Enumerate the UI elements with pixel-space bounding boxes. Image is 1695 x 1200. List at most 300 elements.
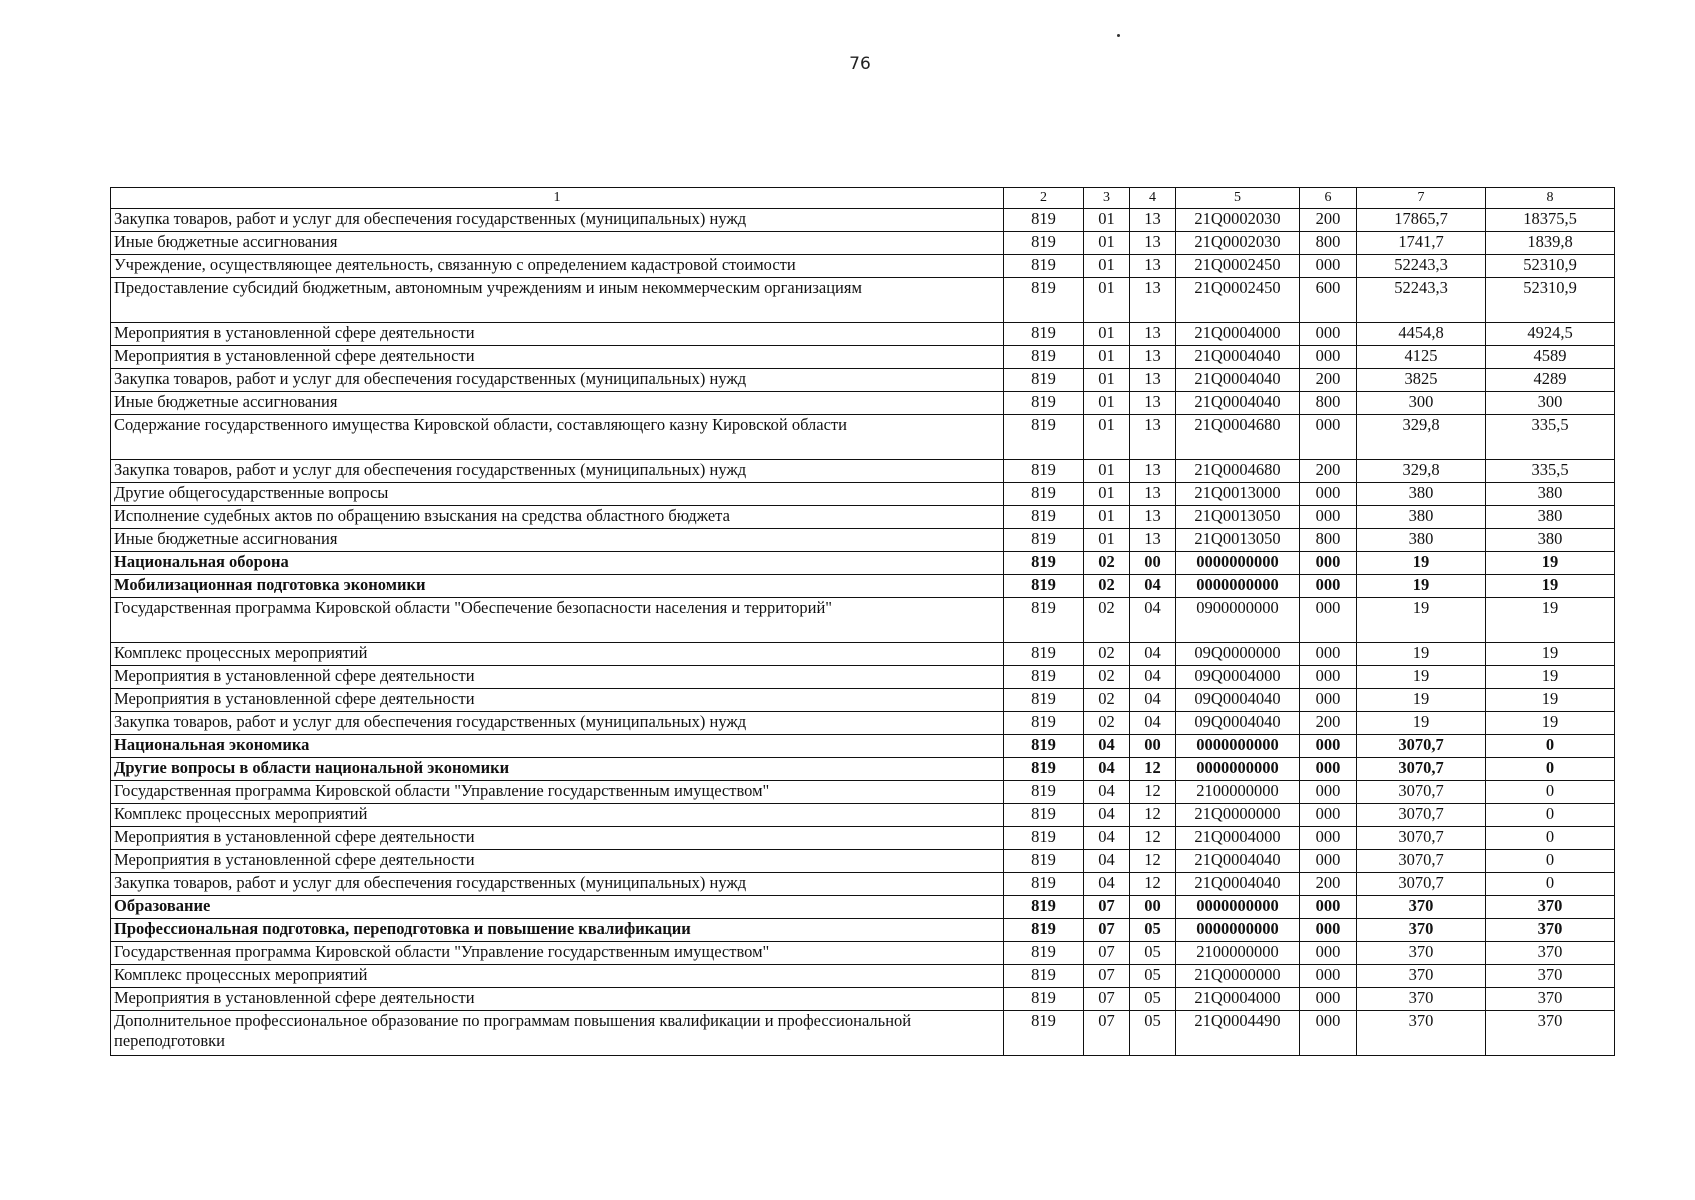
table-row [111,735,1615,758]
col-header-5: 5 [1176,188,1300,209]
target-article-cell: 21Q0004040 [1176,346,1300,369]
row-name-cell: Иные бюджетные ассигнования [111,232,1004,255]
amount-year2-cell: 52310,9 [1486,278,1615,323]
section-cell: 07 [1084,965,1130,988]
subsection-cell: 13 [1130,415,1176,460]
table-row [111,1011,1615,1056]
table-row [111,369,1615,392]
admin-code-cell: 819 [1004,827,1084,850]
subsection-cell: 13 [1130,278,1176,323]
subsection-cell: 12 [1130,781,1176,804]
amount-year1-cell: 329,8 [1357,415,1486,460]
admin-code-cell: 819 [1004,781,1084,804]
amount-year2-cell: 4289 [1486,369,1615,392]
table-row [111,255,1615,278]
row-name-cell: Содержание государственного имущества Кировской области, составляющего казну Кировской области [111,415,1004,460]
amount-year1-cell: 3070,7 [1357,827,1486,850]
col-header-4: 4 [1130,188,1176,209]
subsection-cell: 04 [1130,643,1176,666]
table-row [111,781,1615,804]
table-row [111,346,1615,369]
expense-type-cell: 000 [1300,346,1357,369]
expense-type-cell: 000 [1300,506,1357,529]
amount-year1-cell: 4454,8 [1357,323,1486,346]
subsection-cell: 12 [1130,758,1176,781]
admin-code-cell: 819 [1004,598,1084,643]
section-cell: 01 [1084,506,1130,529]
row-name-cell: Другие общегосударственные вопросы [111,483,1004,506]
admin-code-cell: 819 [1004,392,1084,415]
admin-code-cell: 819 [1004,575,1084,598]
amount-year1-cell: 19 [1357,575,1486,598]
target-article-cell: 21Q0004000 [1176,323,1300,346]
amount-year1-cell: 329,8 [1357,460,1486,483]
expense-type-cell: 000 [1300,1011,1357,1056]
amount-year1-cell: 3070,7 [1357,758,1486,781]
admin-code-cell: 819 [1004,758,1084,781]
expense-type-cell: 800 [1300,529,1357,552]
subsection-cell: 04 [1130,666,1176,689]
table-row [111,278,1615,323]
row-name-cell: Профессиональная подготовка, переподготовка и повышение квалификации [111,919,1004,942]
amount-year2-cell: 380 [1486,506,1615,529]
admin-code-cell: 819 [1004,278,1084,323]
row-name-cell: Мероприятия в установленной сфере деятельности [111,827,1004,850]
target-article-cell: 21Q0004040 [1176,392,1300,415]
section-cell: 02 [1084,598,1130,643]
amount-year2-cell: 370 [1486,1011,1615,1056]
col-header-2: 2 [1004,188,1084,209]
table-row [111,506,1615,529]
row-name-cell: Дополнительное профессиональное образование по программам повышения квалификации и профессиональной переподготовки [111,1011,1004,1056]
subsection-cell: 04 [1130,689,1176,712]
expense-type-cell: 000 [1300,758,1357,781]
amount-year2-cell: 0 [1486,735,1615,758]
admin-code-cell: 819 [1004,415,1084,460]
amount-year1-cell: 3070,7 [1357,781,1486,804]
admin-code-cell: 819 [1004,643,1084,666]
amount-year2-cell: 18375,5 [1486,209,1615,232]
amount-year1-cell: 370 [1357,919,1486,942]
col-header-6: 6 [1300,188,1357,209]
expense-type-cell: 000 [1300,323,1357,346]
target-article-cell: 21Q0004000 [1176,827,1300,850]
expense-type-cell: 000 [1300,255,1357,278]
subsection-cell: 12 [1130,873,1176,896]
table-body [111,209,1615,1056]
expense-type-cell: 000 [1300,896,1357,919]
section-cell: 01 [1084,346,1130,369]
table-row [111,415,1615,460]
expense-type-cell: 600 [1300,278,1357,323]
expense-type-cell: 000 [1300,827,1357,850]
expense-type-cell: 200 [1300,369,1357,392]
subsection-cell: 13 [1130,369,1176,392]
amount-year2-cell: 19 [1486,666,1615,689]
section-cell: 04 [1084,804,1130,827]
expense-type-cell: 200 [1300,209,1357,232]
section-cell: 04 [1084,850,1130,873]
subsection-cell: 13 [1130,460,1176,483]
subsection-cell: 00 [1130,735,1176,758]
amount-year2-cell: 19 [1486,643,1615,666]
subsection-cell: 04 [1130,598,1176,643]
expense-type-cell: 000 [1300,575,1357,598]
expense-type-cell: 000 [1300,643,1357,666]
amount-year2-cell: 0 [1486,758,1615,781]
section-cell: 07 [1084,896,1130,919]
section-cell: 07 [1084,988,1130,1011]
section-cell: 02 [1084,689,1130,712]
admin-code-cell: 819 [1004,965,1084,988]
row-name-cell: Учреждение, осуществляющее деятельность, связанную с определением кадастровой стоимости [111,255,1004,278]
budget-table [110,187,1615,1056]
amount-year2-cell: 4924,5 [1486,323,1615,346]
admin-code-cell: 819 [1004,460,1084,483]
target-article-cell: 09Q0004000 [1176,666,1300,689]
table-row [111,232,1615,255]
row-name-cell: Мероприятия в установленной сфере деятельности [111,323,1004,346]
section-cell: 04 [1084,758,1130,781]
amount-year2-cell: 0 [1486,827,1615,850]
target-article-cell: 0000000000 [1176,552,1300,575]
table-row [111,552,1615,575]
subsection-cell: 05 [1130,988,1176,1011]
row-name-cell: Закупка товаров, работ и услуг для обеспечения государственных (муниципальных) нужд [111,712,1004,735]
table-row [111,323,1615,346]
amount-year2-cell: 1839,8 [1486,232,1615,255]
expense-type-cell: 000 [1300,919,1357,942]
subsection-cell: 04 [1130,712,1176,735]
admin-code-cell: 819 [1004,552,1084,575]
amount-year1-cell: 3070,7 [1357,873,1486,896]
section-cell: 01 [1084,460,1130,483]
admin-code-cell: 819 [1004,529,1084,552]
amount-year2-cell: 0 [1486,850,1615,873]
target-article-cell: 09Q0000000 [1176,643,1300,666]
section-cell: 01 [1084,369,1130,392]
row-name-cell: Закупка товаров, работ и услуг для обеспечения государственных (муниципальных) нужд [111,460,1004,483]
amount-year2-cell: 370 [1486,919,1615,942]
expense-type-cell: 000 [1300,804,1357,827]
row-name-cell: Мероприятия в установленной сфере деятельности [111,346,1004,369]
admin-code-cell: 819 [1004,942,1084,965]
subsection-cell: 05 [1130,965,1176,988]
amount-year2-cell: 370 [1486,988,1615,1011]
amount-year2-cell: 300 [1486,392,1615,415]
expense-type-cell: 000 [1300,666,1357,689]
section-cell: 07 [1084,919,1130,942]
row-name-cell: Национальная оборона [111,552,1004,575]
amount-year1-cell: 3070,7 [1357,850,1486,873]
table-row [111,392,1615,415]
amount-year1-cell: 19 [1357,552,1486,575]
target-article-cell: 21Q0000000 [1176,965,1300,988]
admin-code-cell: 819 [1004,919,1084,942]
expense-type-cell: 200 [1300,460,1357,483]
amount-year2-cell: 0 [1486,804,1615,827]
subsection-cell: 12 [1130,850,1176,873]
admin-code-cell: 819 [1004,850,1084,873]
table-row [111,689,1615,712]
target-article-cell: 21Q0002450 [1176,278,1300,323]
amount-year1-cell: 17865,7 [1357,209,1486,232]
table-row [111,873,1615,896]
target-article-cell: 0000000000 [1176,575,1300,598]
table-row [111,712,1615,735]
target-article-cell: 21Q0004040 [1176,873,1300,896]
section-cell: 01 [1084,392,1130,415]
row-name-cell: Мероприятия в установленной сфере деятельности [111,850,1004,873]
expense-type-cell: 800 [1300,392,1357,415]
subsection-cell: 13 [1130,529,1176,552]
amount-year2-cell: 52310,9 [1486,255,1615,278]
row-name-cell: Иные бюджетные ассигнования [111,529,1004,552]
amount-year1-cell: 370 [1357,965,1486,988]
section-cell: 01 [1084,483,1130,506]
expense-type-cell: 200 [1300,873,1357,896]
subsection-cell: 04 [1130,575,1176,598]
section-cell: 01 [1084,415,1130,460]
table-row [111,919,1615,942]
expense-type-cell: 000 [1300,988,1357,1011]
section-cell: 02 [1084,643,1130,666]
expense-type-cell: 200 [1300,712,1357,735]
table-row [111,666,1615,689]
subsection-cell: 00 [1130,896,1176,919]
table-row [111,209,1615,232]
section-cell: 04 [1084,735,1130,758]
amount-year1-cell: 19 [1357,666,1486,689]
subsection-cell: 12 [1130,804,1176,827]
table-row [111,529,1615,552]
amount-year2-cell: 0 [1486,873,1615,896]
amount-year1-cell: 380 [1357,506,1486,529]
admin-code-cell: 819 [1004,804,1084,827]
expense-type-cell: 800 [1300,232,1357,255]
subsection-cell: 13 [1130,506,1176,529]
target-article-cell: 21Q0004040 [1176,850,1300,873]
admin-code-cell: 819 [1004,666,1084,689]
target-article-cell: 21Q0002030 [1176,209,1300,232]
subsection-cell: 13 [1130,255,1176,278]
amount-year1-cell: 19 [1357,643,1486,666]
amount-year2-cell: 19 [1486,598,1615,643]
section-cell: 02 [1084,666,1130,689]
subsection-cell: 13 [1130,209,1176,232]
section-cell: 07 [1084,1011,1130,1056]
amount-year2-cell: 19 [1486,712,1615,735]
target-article-cell: 21Q0002030 [1176,232,1300,255]
table-row [111,804,1615,827]
target-article-cell: 2100000000 [1176,942,1300,965]
row-name-cell: Предоставление субсидий бюджетным, автономным учреждениям и иным некоммерческим организациям [111,278,1004,323]
col-header-1: 1 [111,188,1004,209]
admin-code-cell: 819 [1004,506,1084,529]
row-name-cell: Государственная программа Кировской области "Обеспечение безопасности населения и территорий" [111,598,1004,643]
amount-year1-cell: 370 [1357,896,1486,919]
amount-year1-cell: 52243,3 [1357,255,1486,278]
section-cell: 04 [1084,781,1130,804]
header-row [111,188,1615,209]
subsection-cell: 13 [1130,323,1176,346]
amount-year2-cell: 19 [1486,689,1615,712]
amount-year2-cell: 335,5 [1486,460,1615,483]
col-header-8: 8 [1486,188,1615,209]
section-cell: 01 [1084,278,1130,323]
admin-code-cell: 819 [1004,346,1084,369]
admin-code-cell: 819 [1004,1011,1084,1056]
admin-code-cell: 819 [1004,896,1084,919]
target-article-cell: 0000000000 [1176,919,1300,942]
amount-year2-cell: 19 [1486,552,1615,575]
amount-year1-cell: 370 [1357,988,1486,1011]
section-cell: 07 [1084,942,1130,965]
expense-type-cell: 000 [1300,850,1357,873]
section-cell: 01 [1084,529,1130,552]
row-name-cell: Государственная программа Кировской области "Управление государственным имуществом" [111,942,1004,965]
amount-year1-cell: 19 [1357,598,1486,643]
target-article-cell: 21Q0013000 [1176,483,1300,506]
amount-year2-cell: 0 [1486,781,1615,804]
subsection-cell: 12 [1130,827,1176,850]
admin-code-cell: 819 [1004,232,1084,255]
section-cell: 01 [1084,232,1130,255]
row-name-cell: Закупка товаров, работ и услуг для обеспечения государственных (муниципальных) нужд [111,209,1004,232]
row-name-cell: Исполнение судебных актов по обращению взыскания на средства областного бюджета [111,506,1004,529]
row-name-cell: Комплекс процессных мероприятий [111,804,1004,827]
amount-year2-cell: 380 [1486,529,1615,552]
amount-year1-cell: 4125 [1357,346,1486,369]
section-cell: 02 [1084,575,1130,598]
table-row [111,598,1615,643]
row-name-cell: Закупка товаров, работ и услуг для обеспечения государственных (муниципальных) нужд [111,369,1004,392]
admin-code-cell: 819 [1004,988,1084,1011]
table-row [111,827,1615,850]
amount-year1-cell: 380 [1357,483,1486,506]
amount-year1-cell: 300 [1357,392,1486,415]
amount-year1-cell: 52243,3 [1357,278,1486,323]
target-article-cell: 21Q0004040 [1176,369,1300,392]
target-article-cell: 21Q0000000 [1176,804,1300,827]
target-article-cell: 21Q0013050 [1176,529,1300,552]
row-name-cell: Комплекс процессных мероприятий [111,643,1004,666]
subsection-cell: 05 [1130,1011,1176,1056]
amount-year1-cell: 370 [1357,942,1486,965]
admin-code-cell: 819 [1004,255,1084,278]
target-article-cell: 0900000000 [1176,598,1300,643]
expense-type-cell: 000 [1300,552,1357,575]
section-cell: 01 [1084,323,1130,346]
amount-year2-cell: 370 [1486,896,1615,919]
target-article-cell: 21Q0004000 [1176,988,1300,1011]
target-article-cell: 0000000000 [1176,896,1300,919]
amount-year1-cell: 19 [1357,689,1486,712]
row-name-cell: Комплекс процессных мероприятий [111,965,1004,988]
admin-code-cell: 819 [1004,323,1084,346]
section-cell: 01 [1084,209,1130,232]
subsection-cell: 13 [1130,232,1176,255]
admin-code-cell: 819 [1004,483,1084,506]
expense-type-cell: 000 [1300,942,1357,965]
amount-year1-cell: 370 [1357,1011,1486,1056]
target-article-cell: 21Q0013050 [1176,506,1300,529]
row-name-cell: Мероприятия в установленной сфере деятельности [111,666,1004,689]
amount-year2-cell: 370 [1486,942,1615,965]
table-row [111,988,1615,1011]
table-row [111,896,1615,919]
subsection-cell: 13 [1130,392,1176,415]
table-row [111,758,1615,781]
amount-year2-cell: 4589 [1486,346,1615,369]
row-name-cell: Государственная программа Кировской области "Управление государственным имуществом" [111,781,1004,804]
target-article-cell: 2100000000 [1176,781,1300,804]
target-article-cell: 0000000000 [1176,735,1300,758]
subsection-cell: 05 [1130,919,1176,942]
section-cell: 02 [1084,552,1130,575]
row-name-cell: Образование [111,896,1004,919]
row-name-cell: Национальная экономика [111,735,1004,758]
amount-year1-cell: 3070,7 [1357,804,1486,827]
table-row [111,643,1615,666]
subsection-cell: 13 [1130,483,1176,506]
amount-year1-cell: 1741,7 [1357,232,1486,255]
col-header-7: 7 [1357,188,1486,209]
admin-code-cell: 819 [1004,873,1084,896]
subsection-cell: 05 [1130,942,1176,965]
amount-year2-cell: 380 [1486,483,1615,506]
expense-type-cell: 000 [1300,689,1357,712]
amount-year1-cell: 19 [1357,712,1486,735]
admin-code-cell: 819 [1004,209,1084,232]
admin-code-cell: 819 [1004,712,1084,735]
row-name-cell: Мероприятия в установленной сфере деятельности [111,988,1004,1011]
target-article-cell: 21Q0004680 [1176,460,1300,483]
target-article-cell: 09Q0004040 [1176,712,1300,735]
row-name-cell: Закупка товаров, работ и услуг для обеспечения государственных (муниципальных) нужд [111,873,1004,896]
table-row [111,942,1615,965]
target-article-cell: 21Q0004490 [1176,1011,1300,1056]
table-row [111,965,1615,988]
amount-year2-cell: 370 [1486,965,1615,988]
section-cell: 01 [1084,255,1130,278]
row-name-cell: Другие вопросы в области национальной экономики [111,758,1004,781]
target-article-cell: 21Q0004680 [1176,415,1300,460]
amount-year1-cell: 380 [1357,529,1486,552]
section-cell: 04 [1084,873,1130,896]
subsection-cell: 13 [1130,346,1176,369]
row-name-cell: Иные бюджетные ассигнования [111,392,1004,415]
target-article-cell: 09Q0004040 [1176,689,1300,712]
target-article-cell: 0000000000 [1176,758,1300,781]
expense-type-cell: 000 [1300,598,1357,643]
expense-type-cell: 000 [1300,965,1357,988]
expense-type-cell: 000 [1300,735,1357,758]
section-cell: 02 [1084,712,1130,735]
table-row [111,460,1615,483]
target-article-cell: 21Q0002450 [1176,255,1300,278]
table-row [111,850,1615,873]
amount-year1-cell: 3070,7 [1357,735,1486,758]
row-name-cell: Мероприятия в установленной сфере деятельности [111,689,1004,712]
expense-type-cell: 000 [1300,781,1357,804]
amount-year2-cell: 335,5 [1486,415,1615,460]
table-row [111,575,1615,598]
scan-speck [1117,34,1120,37]
subsection-cell: 00 [1130,552,1176,575]
expense-type-cell: 000 [1300,483,1357,506]
admin-code-cell: 819 [1004,369,1084,392]
